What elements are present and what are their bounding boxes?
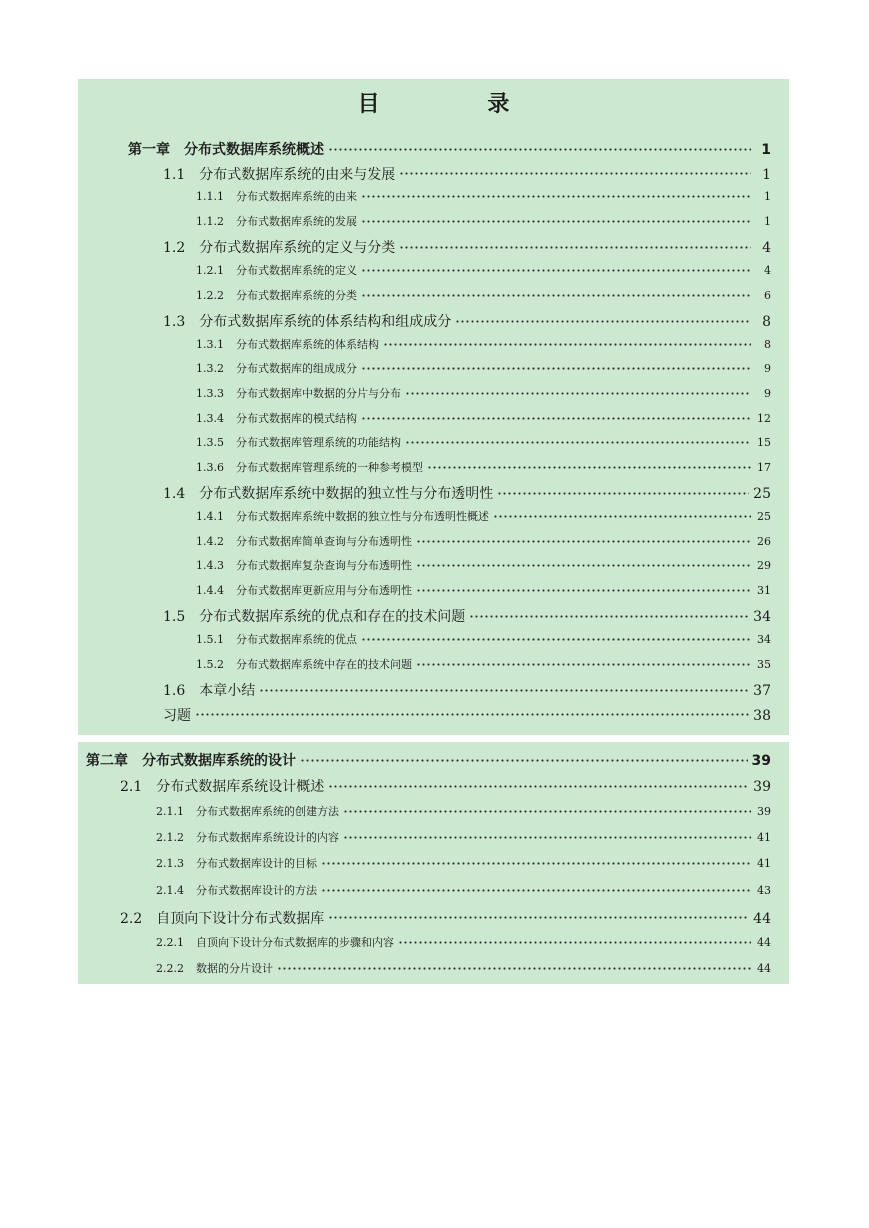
- toc-entry[interactable]: [156, 934, 771, 950]
- leader-dots: [469, 609, 749, 623]
- toc-entry-page: 39: [751, 753, 771, 769]
- toc-entry[interactable]: [196, 360, 771, 376]
- toc-page-section-2: [78, 742, 789, 984]
- toc-entry-title: 分布式数据库的模式结构: [236, 411, 357, 425]
- toc-entry-page: 34: [757, 633, 771, 646]
- toc-entry-title: 分布式数据库更新应用与分布透明性: [236, 583, 412, 597]
- toc-entry[interactable]: [196, 385, 771, 401]
- toc-entry[interactable]: [163, 311, 771, 331]
- toc-entry[interactable]: [163, 680, 771, 700]
- toc-entry-page: 37: [753, 683, 771, 700]
- toc-entry[interactable]: [196, 508, 771, 524]
- toc-entry-number: 2.1.1: [156, 804, 184, 818]
- toc-entry-title: 分布式数据库系统的由来: [236, 190, 357, 204]
- toc-entry-page: 31: [757, 583, 771, 597]
- toc-entry-title: 分布式数据库系统的体系结构: [236, 337, 379, 351]
- toc-entry[interactable]: [156, 829, 771, 845]
- toc-entry[interactable]: [120, 908, 771, 928]
- toc-entry-number: 1.4.3: [196, 559, 224, 573]
- toc-entry-title: 自顶向下设计分布式数据库的步骤和内容: [196, 936, 394, 950]
- toc-entry-number: 1.4.1: [196, 510, 224, 523]
- toc-entry-title: 分布式数据库系统的优点: [236, 633, 357, 646]
- leader-dots: [361, 634, 751, 645]
- toc-entry-number: 1.1.1: [196, 190, 224, 204]
- toc-entry-number: 2.1.4: [156, 883, 184, 897]
- toc-entry-page: 4: [762, 240, 771, 257]
- toc-entry[interactable]: [163, 237, 771, 257]
- toc-entry-page: 25: [753, 486, 771, 503]
- toc-entry[interactable]: [196, 410, 771, 426]
- toc-entry-title: 分布式数据库的组成成分: [236, 362, 357, 376]
- toc-entry-number: 1.3.6: [196, 460, 224, 474]
- toc-entry-page: 15: [757, 436, 771, 450]
- toc-entry-title: 分布式数据库管理系统的功能结构: [236, 436, 401, 450]
- toc-entry-page: 8: [762, 314, 771, 331]
- toc-entry-title: 分布式数据库系统的创建方法: [196, 804, 339, 818]
- leader-dots: [405, 388, 751, 399]
- toc-entry-title: 分布式数据库系统的体系结构和组成成分: [199, 314, 452, 331]
- toc-entry-page: 44: [757, 962, 771, 976]
- toc-entry-page: 39: [757, 804, 771, 818]
- toc-entry-title: 分布式数据库系统中存在的技术问题: [236, 657, 412, 671]
- toc-entry-number: 2.2.1: [156, 936, 184, 950]
- leader-dots: [497, 486, 749, 500]
- toc-entry-number: 2.2: [120, 910, 143, 927]
- leader-dots: [361, 191, 751, 202]
- toc-entry-title: 分布式数据库系统的定义与分类: [199, 240, 396, 257]
- leader-dots: [416, 585, 751, 596]
- toc-entry-title: 分布式数据库系统的发展: [236, 214, 357, 228]
- leader-dots: [493, 511, 751, 522]
- leader-dots: [361, 363, 751, 374]
- toc-entry-title: 数据的分片设计: [196, 962, 273, 976]
- toc-entry[interactable]: [163, 606, 771, 626]
- leader-dots: [321, 885, 751, 896]
- toc-entry-number: 2.1.2: [156, 830, 184, 844]
- toc-entry-page: 17: [757, 460, 771, 474]
- toc-entry-title: 分布式数据库系统概述: [184, 142, 324, 158]
- toc-entry[interactable]: [156, 960, 771, 976]
- toc-title: 目 录: [357, 92, 560, 117]
- toc-entry-number: 1.3: [163, 314, 186, 331]
- toc-entry-title: 分布式数据库设计的目标: [196, 857, 317, 871]
- toc-entry-number: 1.3.5: [196, 436, 224, 450]
- toc-entry[interactable]: [196, 287, 771, 303]
- toc-entry[interactable]: [196, 582, 771, 598]
- toc-entry[interactable]: [163, 164, 771, 184]
- toc-entry-number: 第二章: [86, 753, 128, 769]
- toc-entry-number: 1.4: [163, 486, 186, 503]
- toc-entry[interactable]: [86, 750, 771, 770]
- leader-dots: [300, 753, 748, 767]
- leader-dots: [361, 265, 751, 276]
- toc-entry-number: 1.4.2: [196, 534, 224, 548]
- toc-entry[interactable]: [196, 533, 771, 549]
- leader-dots: [195, 708, 749, 722]
- toc-entry-page: 12: [757, 411, 771, 425]
- leader-dots: [361, 290, 751, 301]
- toc-entry[interactable]: [156, 803, 771, 819]
- toc-entry[interactable]: [156, 855, 771, 871]
- leader-dots: [321, 858, 751, 869]
- toc-entry-number: 1.5.2: [196, 657, 224, 671]
- toc-entry-title: 本章小结: [199, 683, 256, 700]
- toc-entry[interactable]: [196, 459, 771, 475]
- toc-entry-page: 25: [757, 510, 771, 523]
- toc-entry-title: 自顶向下设计分布式数据库: [156, 910, 325, 927]
- leader-dots: [328, 911, 749, 925]
- toc-entry-title: 习题: [163, 707, 191, 724]
- toc-entry-title: 分布式数据库系统中数据的独立性与分布透明性概述: [236, 510, 489, 523]
- toc-entry-page: 41: [757, 857, 771, 871]
- toc-entry-page: 6: [764, 288, 771, 302]
- toc-entry-title: 分布式数据库系统的由来与发展: [199, 166, 396, 183]
- toc-entry-number: 1.1.2: [196, 214, 224, 228]
- toc-entry-title: 分布式数据库系统的设计: [142, 753, 296, 769]
- toc-entry-page: 44: [757, 936, 771, 950]
- toc-entry-page: 8: [764, 337, 771, 351]
- toc-entry[interactable]: [196, 557, 771, 573]
- leader-dots: [259, 683, 749, 697]
- toc-entry-number: 1.1: [163, 166, 186, 183]
- toc-entry-title: 分布式数据库系统中数据的独立性与分布透明性: [199, 486, 494, 503]
- toc-entry-number: 1.4.4: [196, 583, 224, 597]
- toc-entry-page: 26: [757, 534, 771, 548]
- toc-entry-page: 38: [753, 707, 771, 724]
- toc-entry-page: 9: [764, 362, 771, 376]
- toc-entry-title: 分布式数据库系统设计的内容: [196, 830, 339, 844]
- toc-entry-page: 1: [764, 214, 771, 228]
- toc-entry[interactable]: [196, 656, 771, 672]
- toc-entry-number: 1.3.3: [196, 387, 224, 400]
- leader-dots: [416, 536, 751, 547]
- toc-entry-page: 34: [753, 609, 771, 626]
- leader-dots: [416, 560, 751, 571]
- toc-entry-number: 1.6: [163, 683, 186, 700]
- toc-entry-number: 2.1: [120, 779, 143, 796]
- leader-dots: [343, 806, 751, 817]
- toc-entry-number: 1.5.1: [196, 633, 224, 646]
- toc-entry-page: 39: [753, 779, 771, 796]
- toc-entry-number: 1.3.2: [196, 362, 224, 376]
- toc-entry-number: 2.1.3: [156, 857, 184, 871]
- toc-entry-number: 1.2.1: [196, 264, 224, 277]
- toc-entry-page: 44: [753, 910, 771, 927]
- toc-entry-number: 1.3.1: [196, 337, 224, 351]
- toc-entry-title: 分布式数据库系统的优点和存在的技术问题: [199, 609, 466, 626]
- toc-entry-page: 1: [762, 166, 771, 183]
- toc-entry-number: 第一章: [128, 142, 170, 158]
- leader-dots: [399, 240, 751, 254]
- toc-entry[interactable]: [163, 705, 771, 725]
- toc-entry-title: 分布式数据库系统的分类: [236, 288, 357, 302]
- leader-dots: [416, 659, 751, 670]
- toc-entry-page: 1: [764, 190, 771, 204]
- toc-entry-title: 分布式数据库复杂查询与分布透明性: [236, 559, 412, 573]
- toc-page-section-1: [78, 79, 789, 735]
- toc-entry[interactable]: [120, 776, 771, 796]
- leader-dots: [328, 142, 751, 156]
- toc-entry[interactable]: [196, 336, 771, 352]
- toc-entry[interactable]: [196, 434, 771, 450]
- toc-entry-page: 9: [764, 387, 771, 400]
- toc-entry-number: 1.2: [163, 240, 186, 257]
- toc-entry-page: 43: [757, 883, 771, 897]
- leader-dots: [343, 832, 751, 843]
- leader-dots: [383, 339, 751, 350]
- toc-entry[interactable]: [196, 188, 771, 204]
- toc-entry[interactable]: [128, 139, 771, 159]
- toc-entry[interactable]: [156, 882, 771, 898]
- toc-entry-title: 分布式数据库设计的方法: [196, 883, 317, 897]
- toc-entry-page: 35: [757, 657, 771, 671]
- toc-entry[interactable]: [196, 631, 771, 647]
- toc-entry-page: 41: [757, 830, 771, 844]
- toc-entry[interactable]: [163, 483, 771, 503]
- toc-entry[interactable]: [196, 262, 771, 278]
- leader-dots: [405, 437, 751, 448]
- toc-entry-number: 1.5: [163, 609, 186, 626]
- toc-entry-title: 分布式数据库系统设计概述: [156, 779, 325, 796]
- toc-entry-title: 分布式数据库管理系统的一种参考模型: [236, 460, 423, 474]
- leader-dots: [361, 413, 751, 424]
- toc-entry-title: 分布式数据库简单查询与分布透明性: [236, 534, 412, 548]
- leader-dots: [455, 314, 751, 328]
- toc-entry-title: 分布式数据库系统的定义: [236, 264, 357, 277]
- toc-entry-number: 1.3.4: [196, 411, 224, 425]
- leader-dots: [399, 167, 751, 181]
- leader-dots: [328, 779, 749, 793]
- toc-entry-number: 1.2.2: [196, 288, 224, 302]
- toc-entry-page: 29: [757, 559, 771, 573]
- toc-entry-title: 分布式数据库中数据的分片与分布: [236, 387, 401, 400]
- toc-entry-page: 4: [764, 264, 771, 277]
- leader-dots: [361, 216, 751, 227]
- toc-entry-page: 1: [761, 142, 771, 158]
- toc-entry-number: 2.2.2: [156, 962, 184, 976]
- leader-dots: [398, 937, 751, 948]
- toc-entry[interactable]: [196, 213, 771, 229]
- leader-dots: [427, 462, 751, 473]
- leader-dots: [277, 963, 751, 974]
